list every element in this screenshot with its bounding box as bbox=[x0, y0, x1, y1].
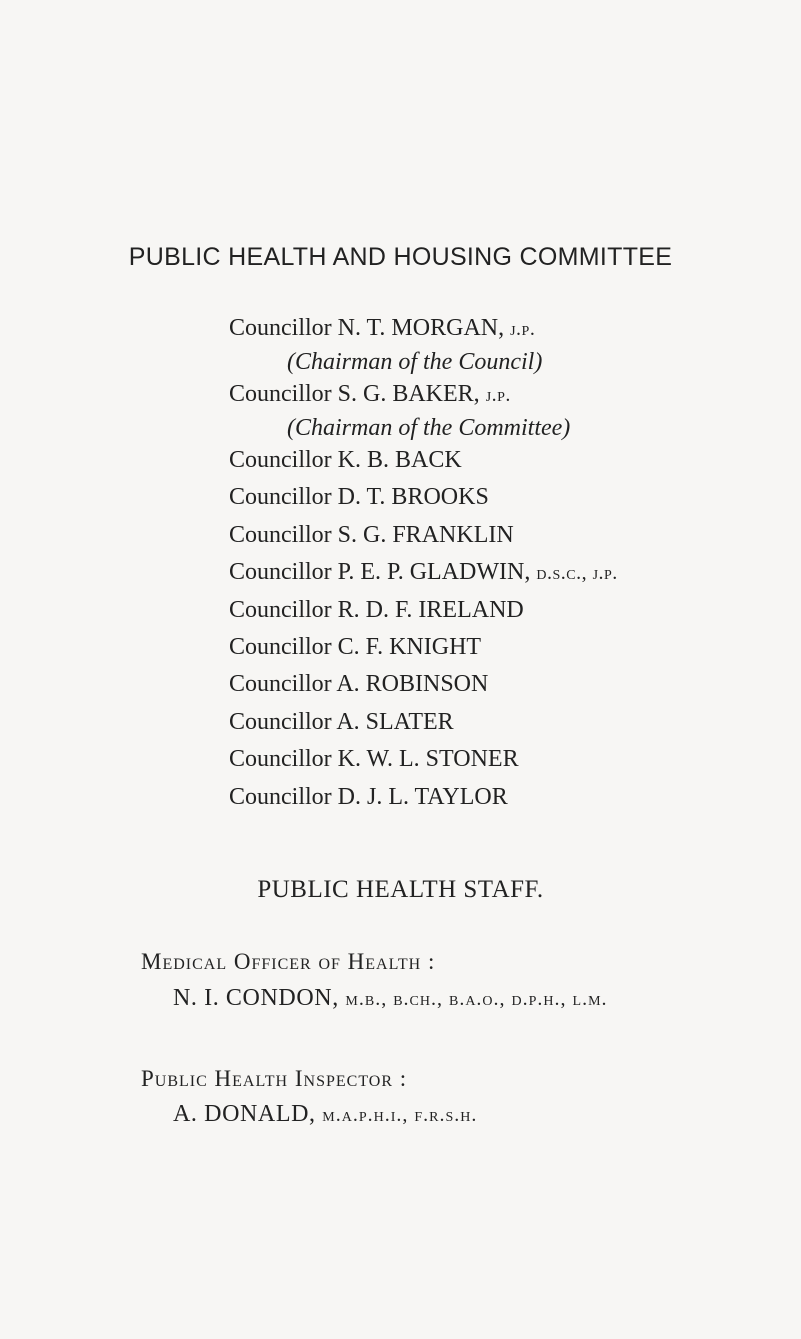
member-item bbox=[229, 781, 749, 818]
member-name: Councillor D. T. BROOKS bbox=[229, 484, 489, 511]
member-name: Councillor S. G. FRANKLIN bbox=[229, 521, 514, 548]
member-quals: j.p. bbox=[510, 318, 536, 340]
member-item bbox=[229, 444, 749, 481]
member-name: Councillor R. D. F. IRELAND bbox=[229, 596, 524, 623]
member-name: Councillor K. W. L. STONER bbox=[229, 746, 519, 773]
member-name: Councillor D. J. L. TAYLOR bbox=[229, 783, 508, 810]
committee-title: PUBLIC HEALTH AND HOUSING COMMITTEE bbox=[128, 243, 673, 271]
inspector-label: Public Health Inspector : bbox=[141, 1066, 408, 1091]
member-quals: j.p. bbox=[485, 384, 511, 406]
staff-title: PUBLIC HEALTH STAFF. bbox=[257, 876, 544, 903]
inspector-quals: m.a.p.h.i., f.r.s.h. bbox=[322, 1104, 478, 1126]
member-item bbox=[229, 556, 749, 593]
medical-officer-quals: m.b., b.ch., b.a.o., d.p.h., l.m. bbox=[345, 988, 608, 1010]
member-name: Councillor N. T. MORGAN, bbox=[229, 315, 505, 341]
member-name: Councillor P. E. P. GLADWIN, bbox=[229, 559, 531, 586]
member-item bbox=[229, 706, 749, 743]
member-item bbox=[229, 743, 749, 780]
member-quals: d.s.c., j.p. bbox=[536, 562, 618, 585]
member-name: Councillor A. SLATER bbox=[229, 708, 454, 735]
medical-officer-entry bbox=[173, 985, 608, 1012]
member-name: Councillor A. ROBINSON bbox=[229, 671, 489, 698]
member-item bbox=[229, 378, 749, 413]
member-item bbox=[229, 312, 749, 347]
member-note: (Chairman of the Committee) bbox=[287, 415, 571, 441]
inspector-name: A. DONALD, bbox=[173, 1101, 316, 1127]
member-item bbox=[229, 594, 749, 631]
member-name: Councillor S. G. BAKER, bbox=[229, 381, 480, 407]
committee-member-list bbox=[229, 312, 749, 818]
member-item bbox=[229, 631, 749, 668]
member-note: (Chairman of the Council) bbox=[287, 349, 543, 375]
member-item bbox=[229, 519, 749, 556]
medical-officer-label: Medical Officer of Health : bbox=[141, 949, 436, 974]
member-item bbox=[229, 668, 749, 705]
inspector-entry bbox=[173, 1101, 477, 1128]
member-name: Councillor K. B. BACK bbox=[229, 447, 462, 473]
member-item bbox=[229, 481, 749, 518]
member-name: Councillor C. F. KNIGHT bbox=[229, 633, 482, 660]
medical-officer-name: N. I. CONDON, bbox=[173, 985, 339, 1011]
